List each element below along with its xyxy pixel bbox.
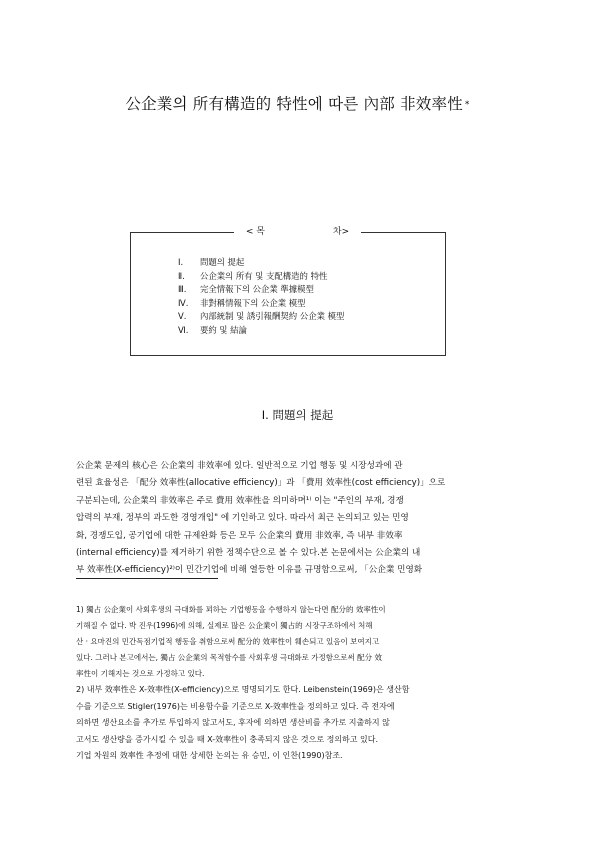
footnote-line: 의하면 생산요소를 추가로 투입하지 않고서도, 후자에 의하면 생산비를 추가로 지출하지 않 (76, 718, 390, 728)
toc-item-label: 非對稱情報下의 公企業 模型 (200, 297, 306, 308)
body-line: 화, 경쟁도입, 공기업에 대한 규제완화 등은 모두 公企業의 費用 非效率, 즉 내부 非效率 (76, 530, 403, 541)
toc-item-label: 公企業의 所有 및 支配構造的 特性 (200, 270, 328, 281)
footnote-line: 2) 내부 效率性은 X-效率性(X-efficiency)으로 명명되기도 한다. Leibenstein(1969)은 생산함 (76, 685, 410, 694)
footnote-1 (76, 602, 506, 682)
toc-item-num: Ⅱ. (178, 270, 185, 281)
toc-heading-left: < 목 (240, 227, 271, 237)
toc-item-num: Ⅳ. (178, 297, 189, 308)
toc-item-label: 要約 및 結論 (200, 324, 247, 335)
toc-item-label: 問題의 提起 (200, 257, 245, 267)
body-line: 公企業 문제의 核心은 公企業의 非效率에 있다. 일반적으로 기업 행동 및 시장성과에 관 (76, 461, 403, 471)
footnote-line: 率性이 기해지는 것으로 가정하고 있다. (76, 669, 205, 678)
footnote-line: 산 · 요마진의 민간독점기업적 행동을 취함으로써 配分的 效率性이 훼손되고 있음이 보여지고 (76, 637, 380, 646)
body-line: (internal efficiency)를 제거하기 위한 정책수단으로 볼 수 있다.본 논문에서는 公企業의 내 (76, 548, 421, 559)
toc-heading (0, 224, 595, 237)
section-title: Ⅰ. 問題의 提起 (261, 408, 334, 422)
footnote-line: 수를 기준으로 Stigler(1976)는 비용함수를 기준으로 X-效率性을 정의하고 있다. 즉 전자에 (76, 701, 395, 711)
toc-heading-right: 차> (327, 227, 355, 237)
toc-item-num: Ⅲ. (178, 284, 187, 295)
body-line: 구분되는데, 公企業의 非效率은 주로 費用 效率性을 의미하며¹⁾ 이는 "주인의 부재, 경쟁 (76, 495, 404, 506)
footnote-line: 있다. 그러나 본고에서는, 獨占 公企業의 목적함수를 사회후생 극대화로 가정함으로써 配分 效 (76, 653, 382, 662)
body-paragraph (76, 458, 506, 580)
body-line: 압력의 부재, 정부의 과도한 경영개입" 에 기인하고 있다. 따라서 최근 논의되고 있는 민영 (76, 513, 409, 524)
toc-item-num: Ⅰ. (178, 257, 184, 267)
footnotes (76, 602, 506, 765)
toc-item (178, 324, 344, 338)
toc-item-label: 完全情報下의 公企業 準據模型 (200, 284, 314, 295)
toc-item-num: Ⅴ. (178, 311, 187, 322)
toc-item (178, 310, 344, 324)
body-line: 부 效率性(X-efficiency)²⁾이 민간기업에 비해 열등한 이유를 규명함으로써, 「公企業 민영화 (76, 565, 423, 576)
footnote-separator (76, 578, 218, 579)
footnote-line: 고서도 생산량을 증가시킬 수 있을 때 X-效率性이 충족되지 않은 것으로 정의하고 있다. (76, 734, 379, 744)
toc-item (178, 270, 344, 284)
toc-list (178, 256, 344, 338)
toc-item (178, 297, 344, 311)
footnote-line: 1) 獨占 公企業이 사회후생의 극대화를 꾀하는 기업행동을 수행하지 않는다면 配分的 效率性이 (76, 605, 386, 614)
body-line: 련된 효율성은 「配分 效率性(allocative efficiency)」과 「費用 效率性(cost efficiency)」으로 (76, 478, 446, 489)
toc-item (178, 256, 344, 270)
title-footnote-mark: * (464, 100, 470, 110)
footnote-2 (76, 682, 506, 765)
paper-title-text: 公企業의 所有構造的 特性에 따른 內部 非效率性 (125, 95, 463, 113)
toc-item-num: Ⅵ. (178, 324, 189, 335)
toc-item (178, 283, 344, 297)
toc-item-label: 內部統制 및 誘引報酬契約 公企業 模型 (200, 311, 345, 322)
footnote-line: 기해질 수 없다. 박 진우(1996)에 의해, 실제로 많은 公企業이 獨占的 시장구조하에서 처해 (76, 621, 373, 630)
paper-title (0, 92, 595, 114)
footnote-line: 기업 차원의 效率性 추정에 대한 상세한 논의는 유 승민, 이 인찬(1990)참조. (76, 751, 343, 761)
